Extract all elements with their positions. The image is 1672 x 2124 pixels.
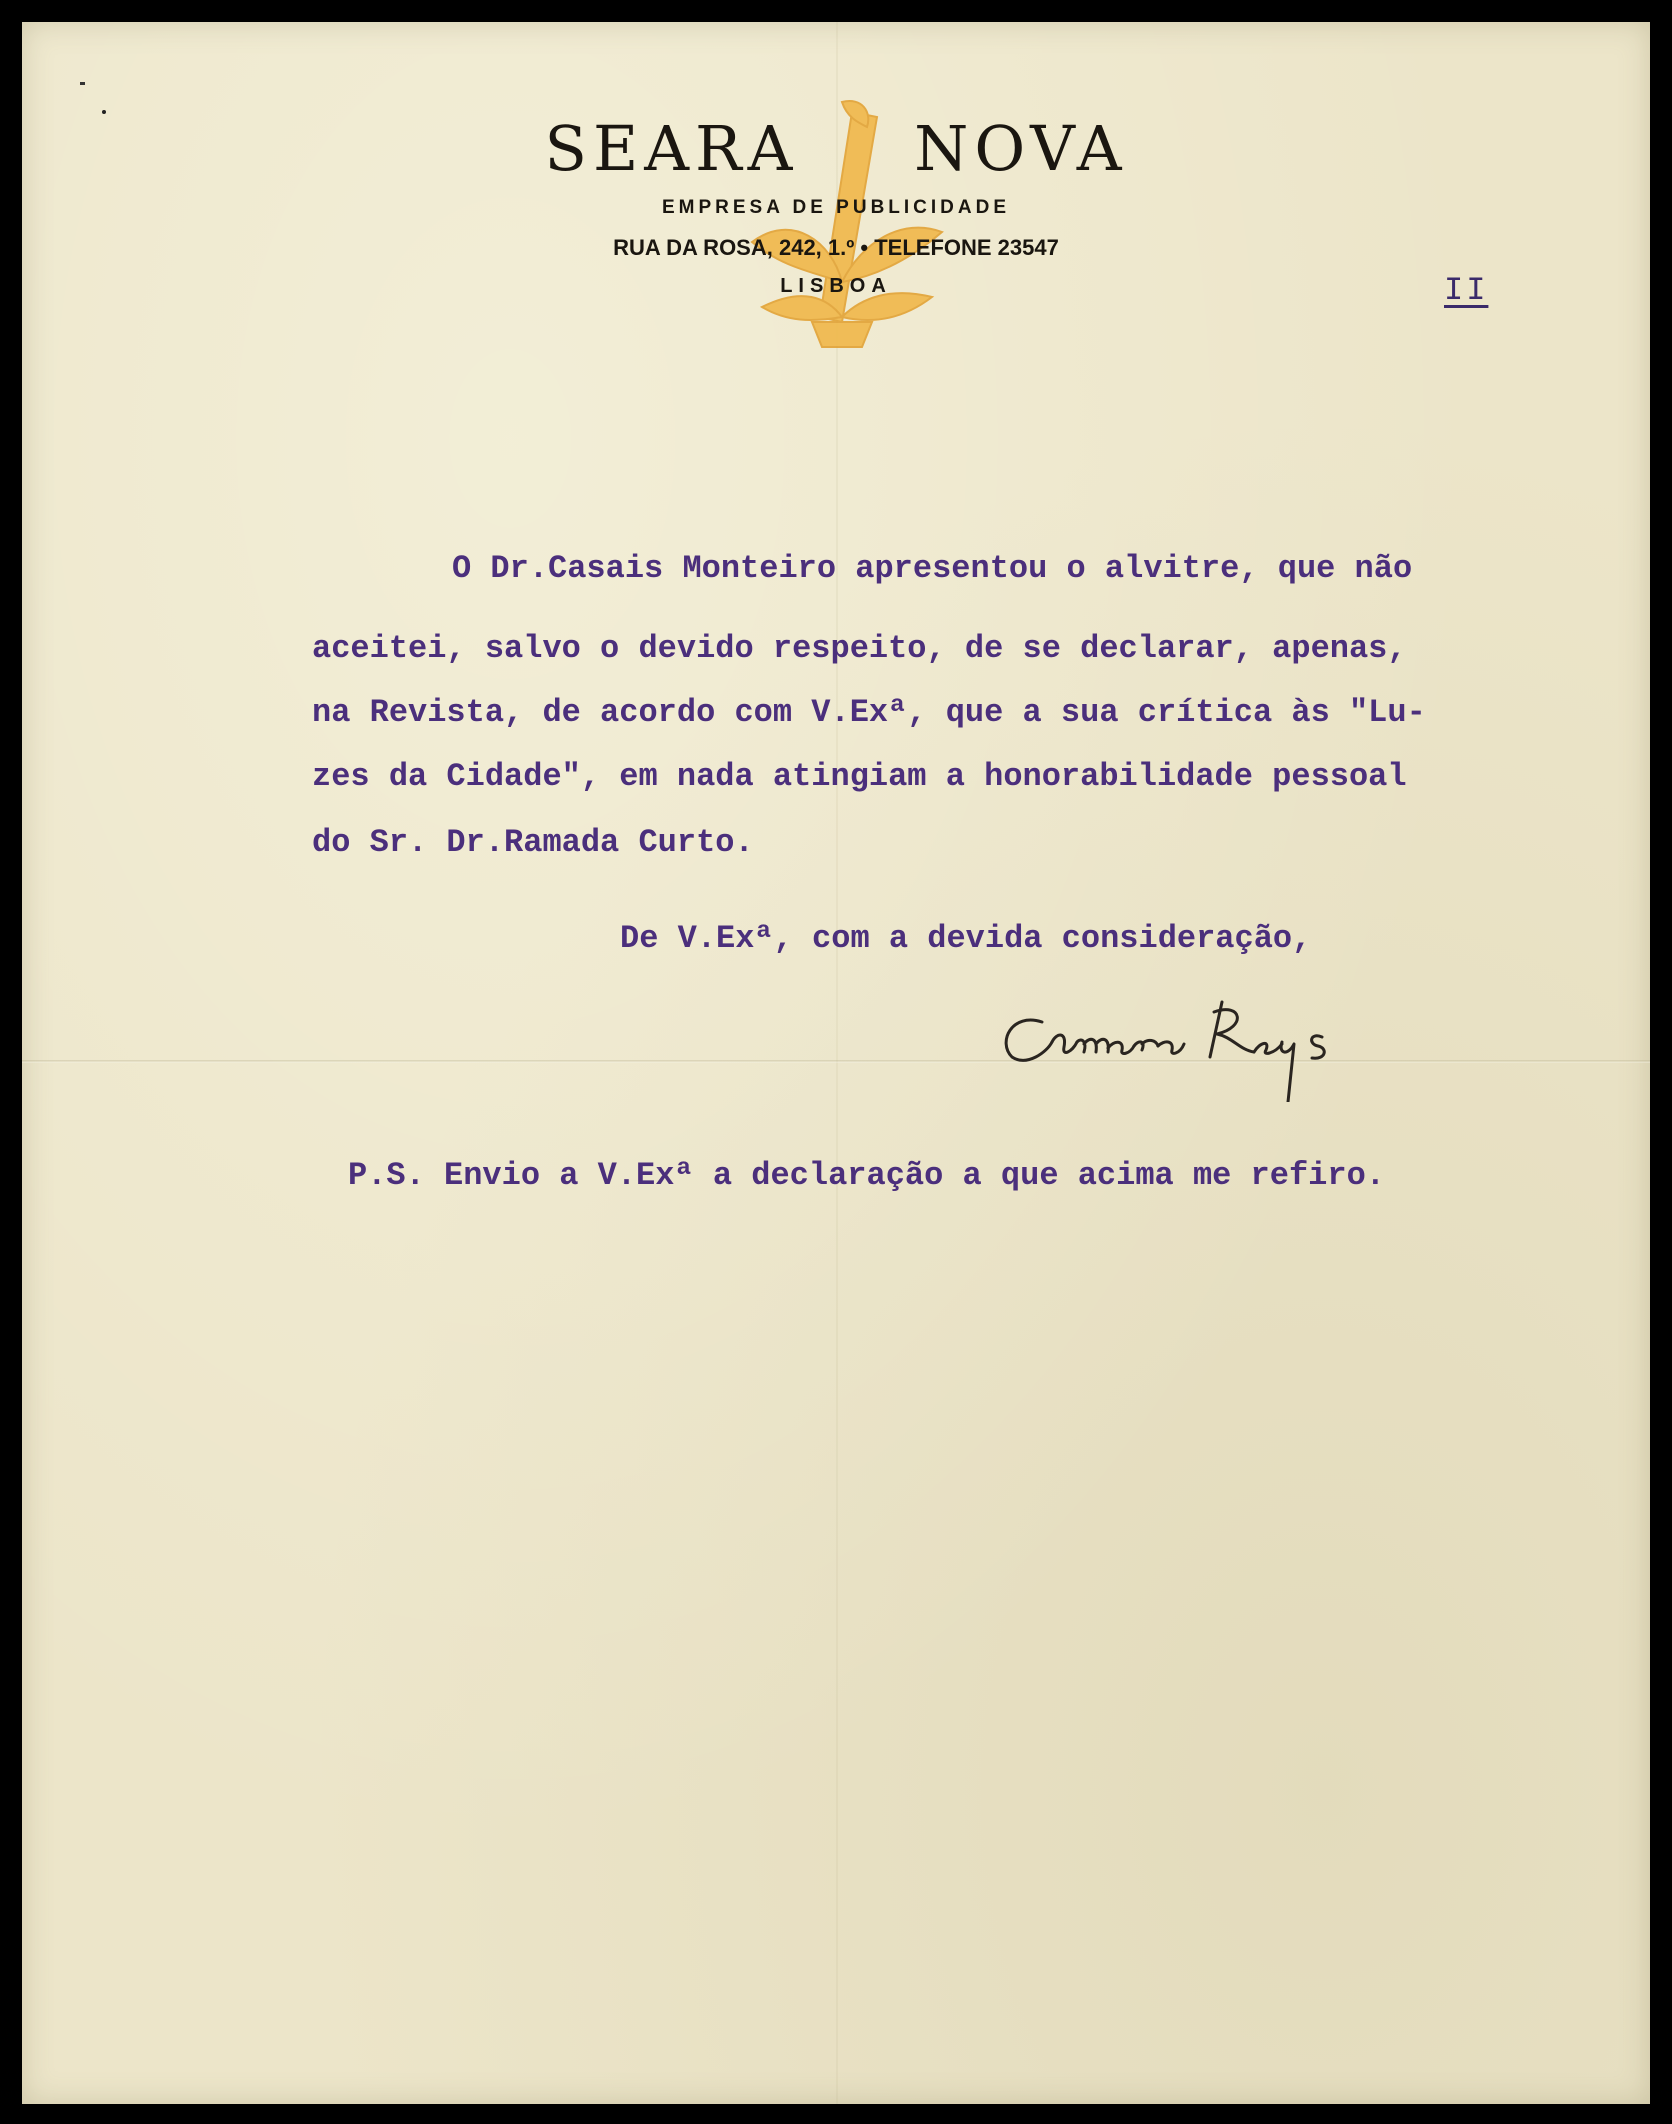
body-line: aceitei, salvo o devido respeito, de se declarar, apenas, (312, 630, 1407, 667)
paper-speck (102, 110, 106, 114)
letterhead-title: SEARA NOVA (544, 112, 1128, 185)
letterhead-subtitle: EMPRESA DE PUBLICIDADE (661, 197, 1011, 218)
handwritten-signature (992, 982, 1462, 1102)
letterhead-city: LISBOA (780, 275, 892, 297)
postscript: P.S. Envio a V.Exª a declaração a que acima me refiro. (348, 1157, 1385, 1194)
closing-line: De V.Exª, com a devida consideração, (620, 920, 1312, 957)
paper-speck (80, 82, 85, 85)
body-line: O Dr.Casais Monteiro apresentou o alvitre, que não (452, 550, 1413, 587)
page-number: II (1444, 272, 1489, 309)
body-line: zes da Cidade", em nada atingiam a honorabilidade pessoal (312, 758, 1407, 795)
letter-page (22, 22, 1650, 2104)
body-line: na Revista, de acordo com V.Exª, que a sua crítica às "Lu- (312, 694, 1426, 731)
letterhead-address: RUA DA ROSA, 242, 1.º • TELEFONE 23547 (613, 235, 1059, 260)
body-line: do Sr. Dr.Ramada Curto. (312, 824, 754, 861)
